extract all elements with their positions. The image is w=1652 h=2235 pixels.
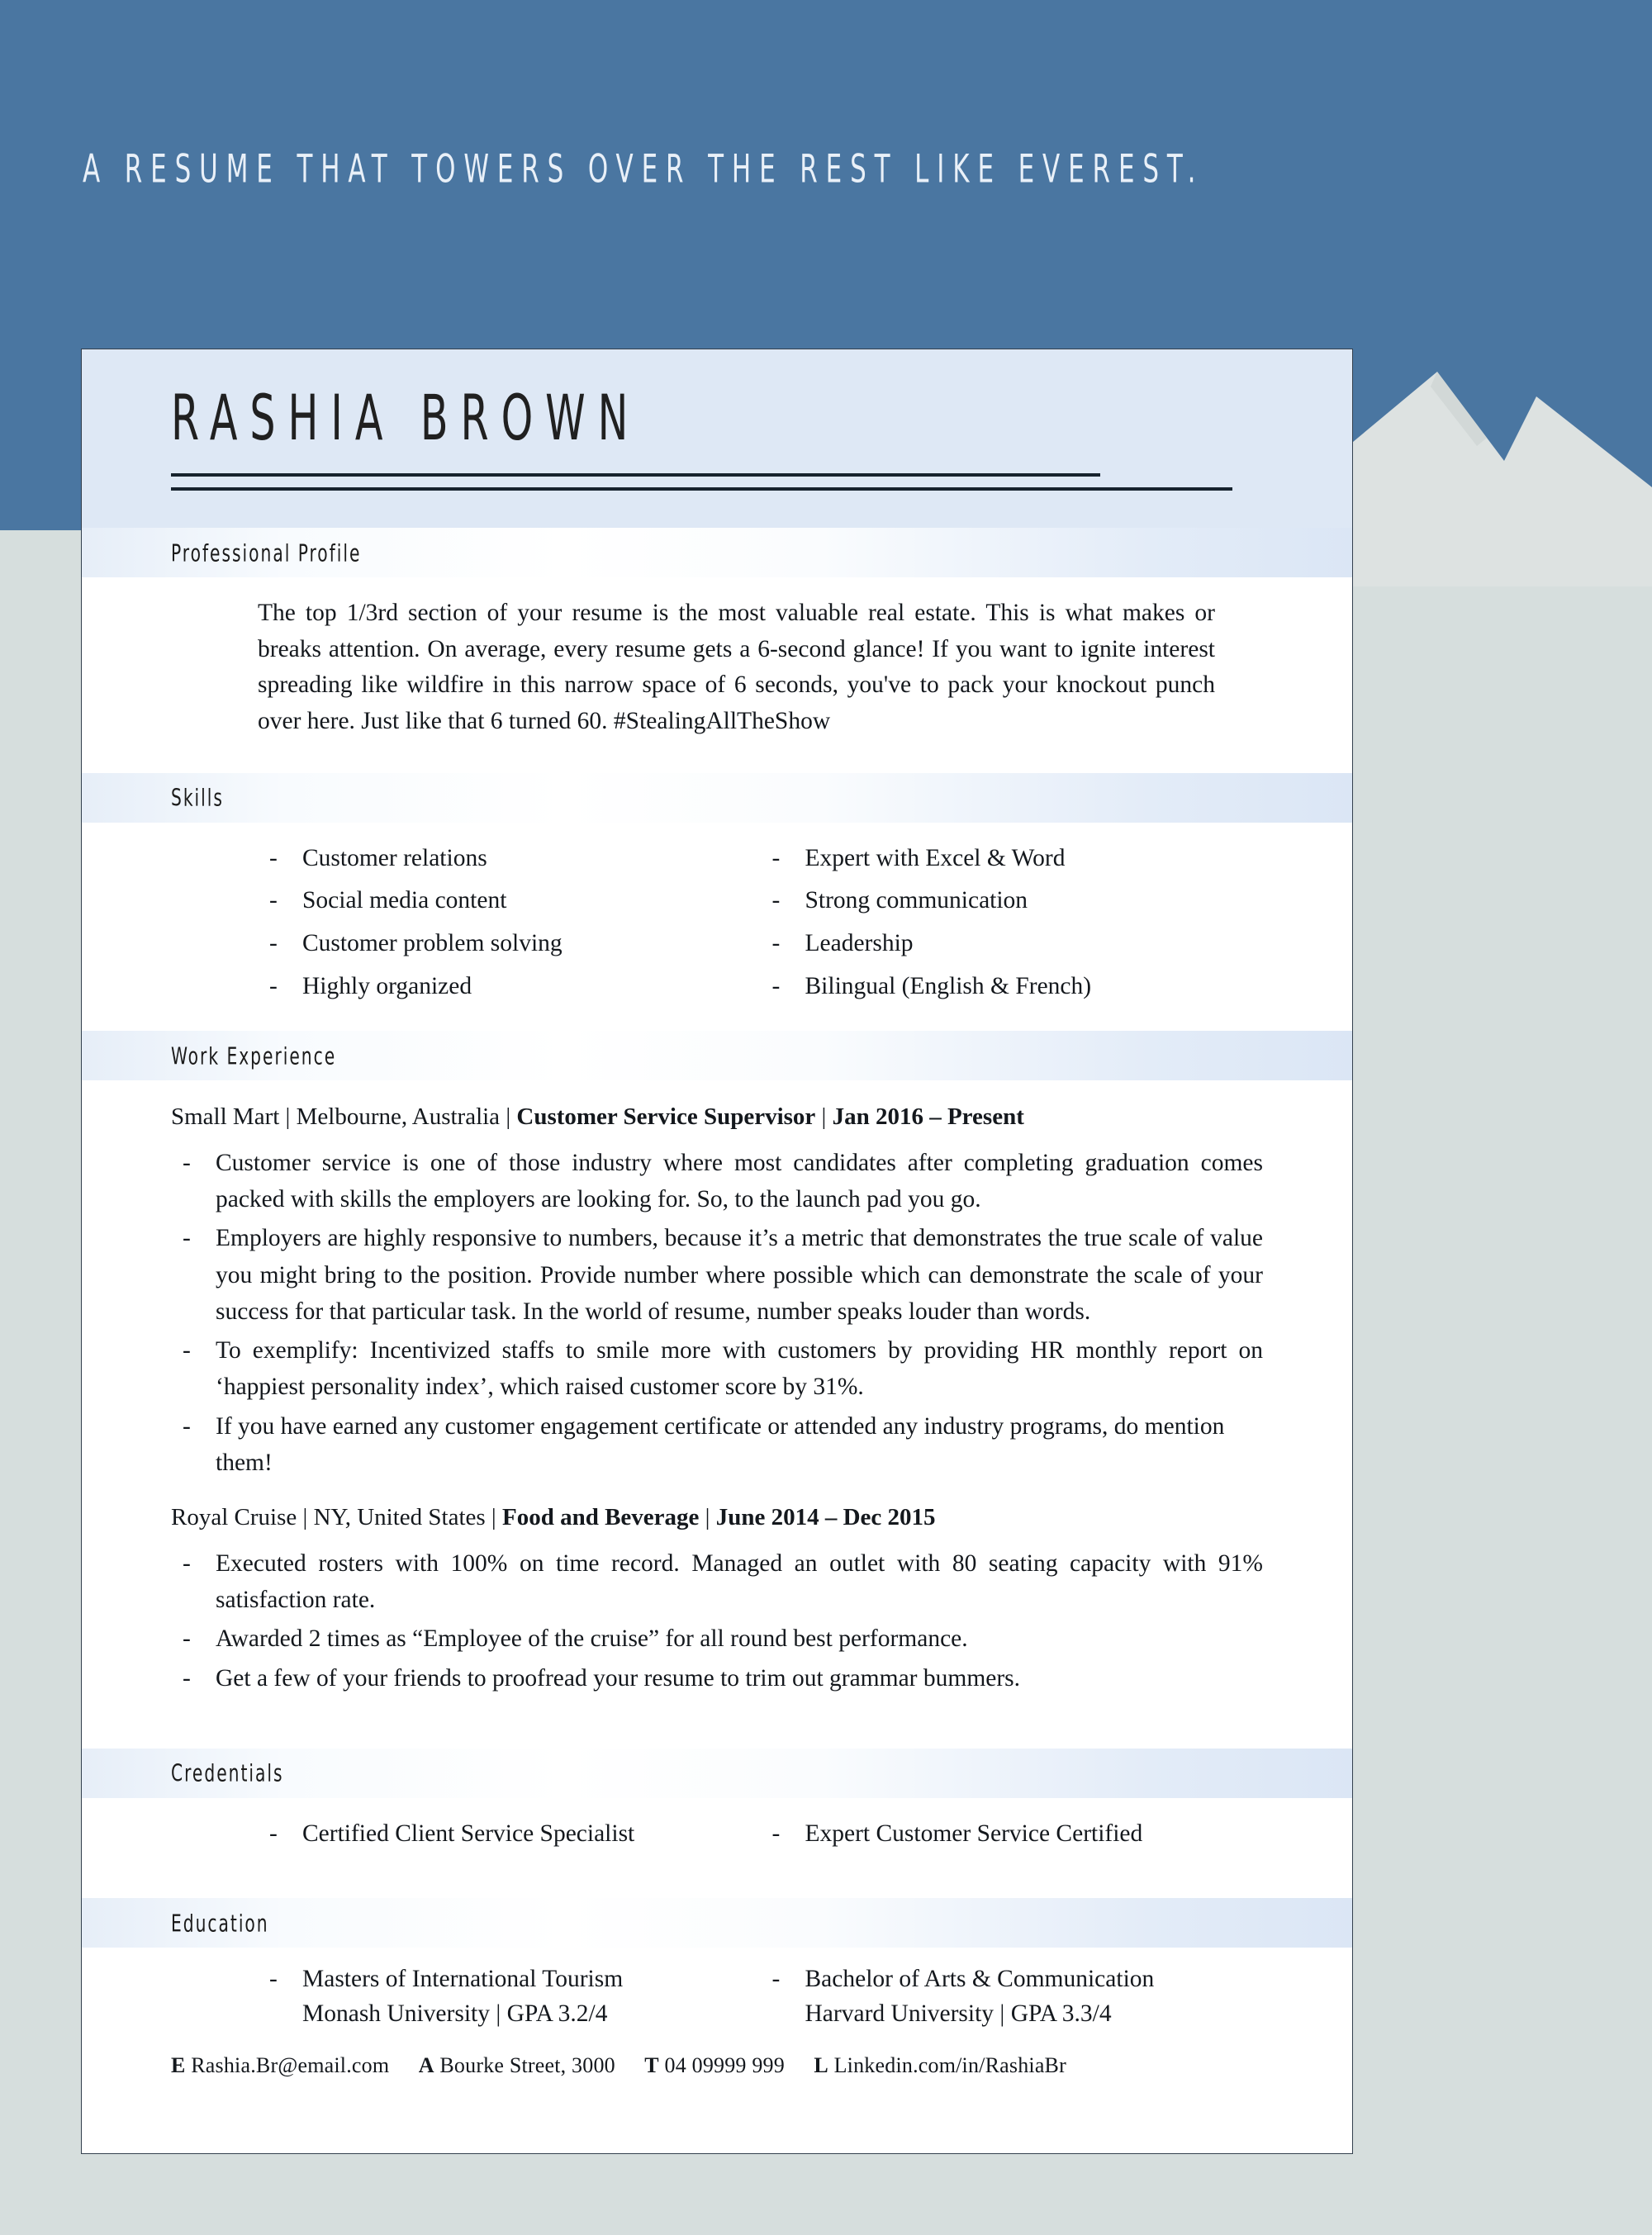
degree-name: Bachelor of Arts & Communication [805,1966,1155,1993]
section-heading-skills [82,773,1352,823]
credentials-column-right [761,1813,1264,1856]
list-item: - Expert with Excel & Word [761,838,1264,880]
name-divider-lower [171,487,1232,491]
job-separator: | [285,1103,297,1131]
section-body-work-experience [82,1102,1352,1749]
education-column-left [258,1962,761,2032]
section-body-skills [82,823,1352,1032]
linkedin-value[interactable]: Linkedin.com/in/RashiaBr [833,2053,1066,2078]
email-value[interactable]: Rashia.Br@email.com [191,2053,390,2078]
phone-value: 04 09999 999 [664,2053,785,2078]
list-item: - Customer relations [258,838,761,880]
education-columns [171,1962,1263,2032]
job-header-1 [171,1502,1263,1534]
job-location: NY, United States [313,1504,486,1531]
job-company: Royal Cruise [171,1504,297,1531]
credentials-list-left [258,1813,761,1856]
section-title-text: Professional Profile [171,539,362,567]
list-item: - Employers are highly responsive to numbers, because it’s a metric that demonstrates the true scale of value you might bring to the position. Provide number where possible which can demonstrate the scale of your success for that particular task. In the world of resume, number speaks louder than words. [171,1220,1263,1330]
list-item: - Highly organized [258,966,761,1008]
list-item: - Expert Customer Service Certified [761,1813,1264,1856]
name-divider-upper [171,473,1100,477]
skills-column-left [258,838,761,1008]
skills-list-left [258,838,761,1008]
job-separator: | [302,1504,314,1531]
mountain-graphic [1322,372,1652,586]
job-role: Food and Beverage [501,1504,700,1531]
job-bullets-0 [171,1145,1263,1481]
section-heading-credentials [82,1749,1352,1798]
credentials-column-left [258,1813,761,1856]
skills-columns [171,838,1263,1008]
section-title-text: Credentials [171,1759,284,1787]
section-heading-education [82,1898,1352,1948]
section-body-credentials [82,1798,1352,1899]
list-item: - Customer problem solving [258,923,761,966]
education-list-right [761,1962,1264,2032]
job-separator: | [821,1103,833,1131]
list-item: - Strong communication [761,880,1264,923]
job-separator: | [705,1504,716,1531]
list-item: - Leadership [761,923,1264,966]
job-bullets-1 [171,1545,1263,1696]
phone-label: T [644,2053,659,2078]
linkedin-label: L [814,2053,828,2078]
school-and-gpa: Harvard University | GPA 3.3/4 [805,2000,1112,2028]
list-item: - Certified Client Service Specialist [258,1813,761,1856]
page-tagline: A RESUME THAT TOWERS OVER THE REST LIKE EVEREST. [83,146,1204,192]
section-title-text: Skills [171,783,224,812]
job-separator: | [491,1504,502,1531]
list-item: - If you have earned any customer engagement certificate or attended any industry programs, do mention them! [171,1408,1263,1482]
school-and-gpa: Monash University | GPA 3.2/4 [302,2000,608,2028]
job-location: Melbourne, Australia [296,1103,501,1131]
section-body-professional-profile [82,596,1352,740]
section-heading-work-experience [82,1031,1352,1080]
address-value: Bourke Street, 3000 [439,2053,615,2078]
education-column-right [761,1962,1264,2032]
job-dates: Jan 2016 – Present [832,1103,1024,1131]
job-separator: | [506,1103,517,1131]
section-title-text: Work Experience [171,1042,337,1070]
skills-column-right [761,838,1264,1008]
list-item [258,1962,761,2032]
name-header-block [82,349,1352,528]
list-item: - Customer service is one of those industry where most candidates after completing graduation comes packed with skills the employers are looking for. So, to the launch pad you go. [171,1145,1263,1218]
job-role: Customer Service Supervisor [516,1103,816,1131]
list-item: - Executed rosters with 100% on time record. Managed an outlet with 80 seating capacity with 91% satisfaction rate. [171,1545,1263,1619]
list-item: - Social media content [258,880,761,923]
candidate-name: RASHIA BROWN [171,381,641,455]
job-dates: June 2014 – Dec 2015 [715,1504,936,1531]
section-body-education [82,1948,1352,2032]
job-company: Small Mart [171,1103,280,1131]
section-title-text: Education [171,1909,269,1938]
section-heading-professional-profile [82,528,1352,577]
list-item [761,1962,1264,2032]
skills-list-right [761,838,1264,1008]
list-item: - Get a few of your friends to proofread your resume to trim out grammar bummers. [171,1660,1263,1696]
address-label: A [418,2053,434,2078]
list-item: - Bilingual (English & French) [761,966,1264,1008]
credentials-list-right [761,1813,1264,1856]
list-item: - Awarded 2 times as “Employee of the cruise” for all round best performance. [171,1620,1263,1657]
contact-footer [82,2053,1352,2078]
resume-card [81,349,1353,2154]
profile-paragraph: The top 1/3rd section of your resume is the most valuable real estate. This is what makes or breaks attention. On average, every resume gets a 6-second glance! If you want to ignite interest spreading like wildfire in this narrow space of 6 seconds, you've to pack your knockout punch over here. Just like that 6 turned 60. #StealingAllTheShow [258,600,1215,734]
list-item: - To exemplify: Incentivized staffs to smile more with customers by providing HR monthly report on ‘happiest personality index’, which raised customer score by 31%. [171,1332,1263,1406]
job-header-0 [171,1102,1263,1133]
email-label: E [171,2053,186,2078]
degree-name: Masters of International Tourism [302,1966,624,1993]
credentials-columns [171,1813,1263,1856]
education-list-left [258,1962,761,2032]
